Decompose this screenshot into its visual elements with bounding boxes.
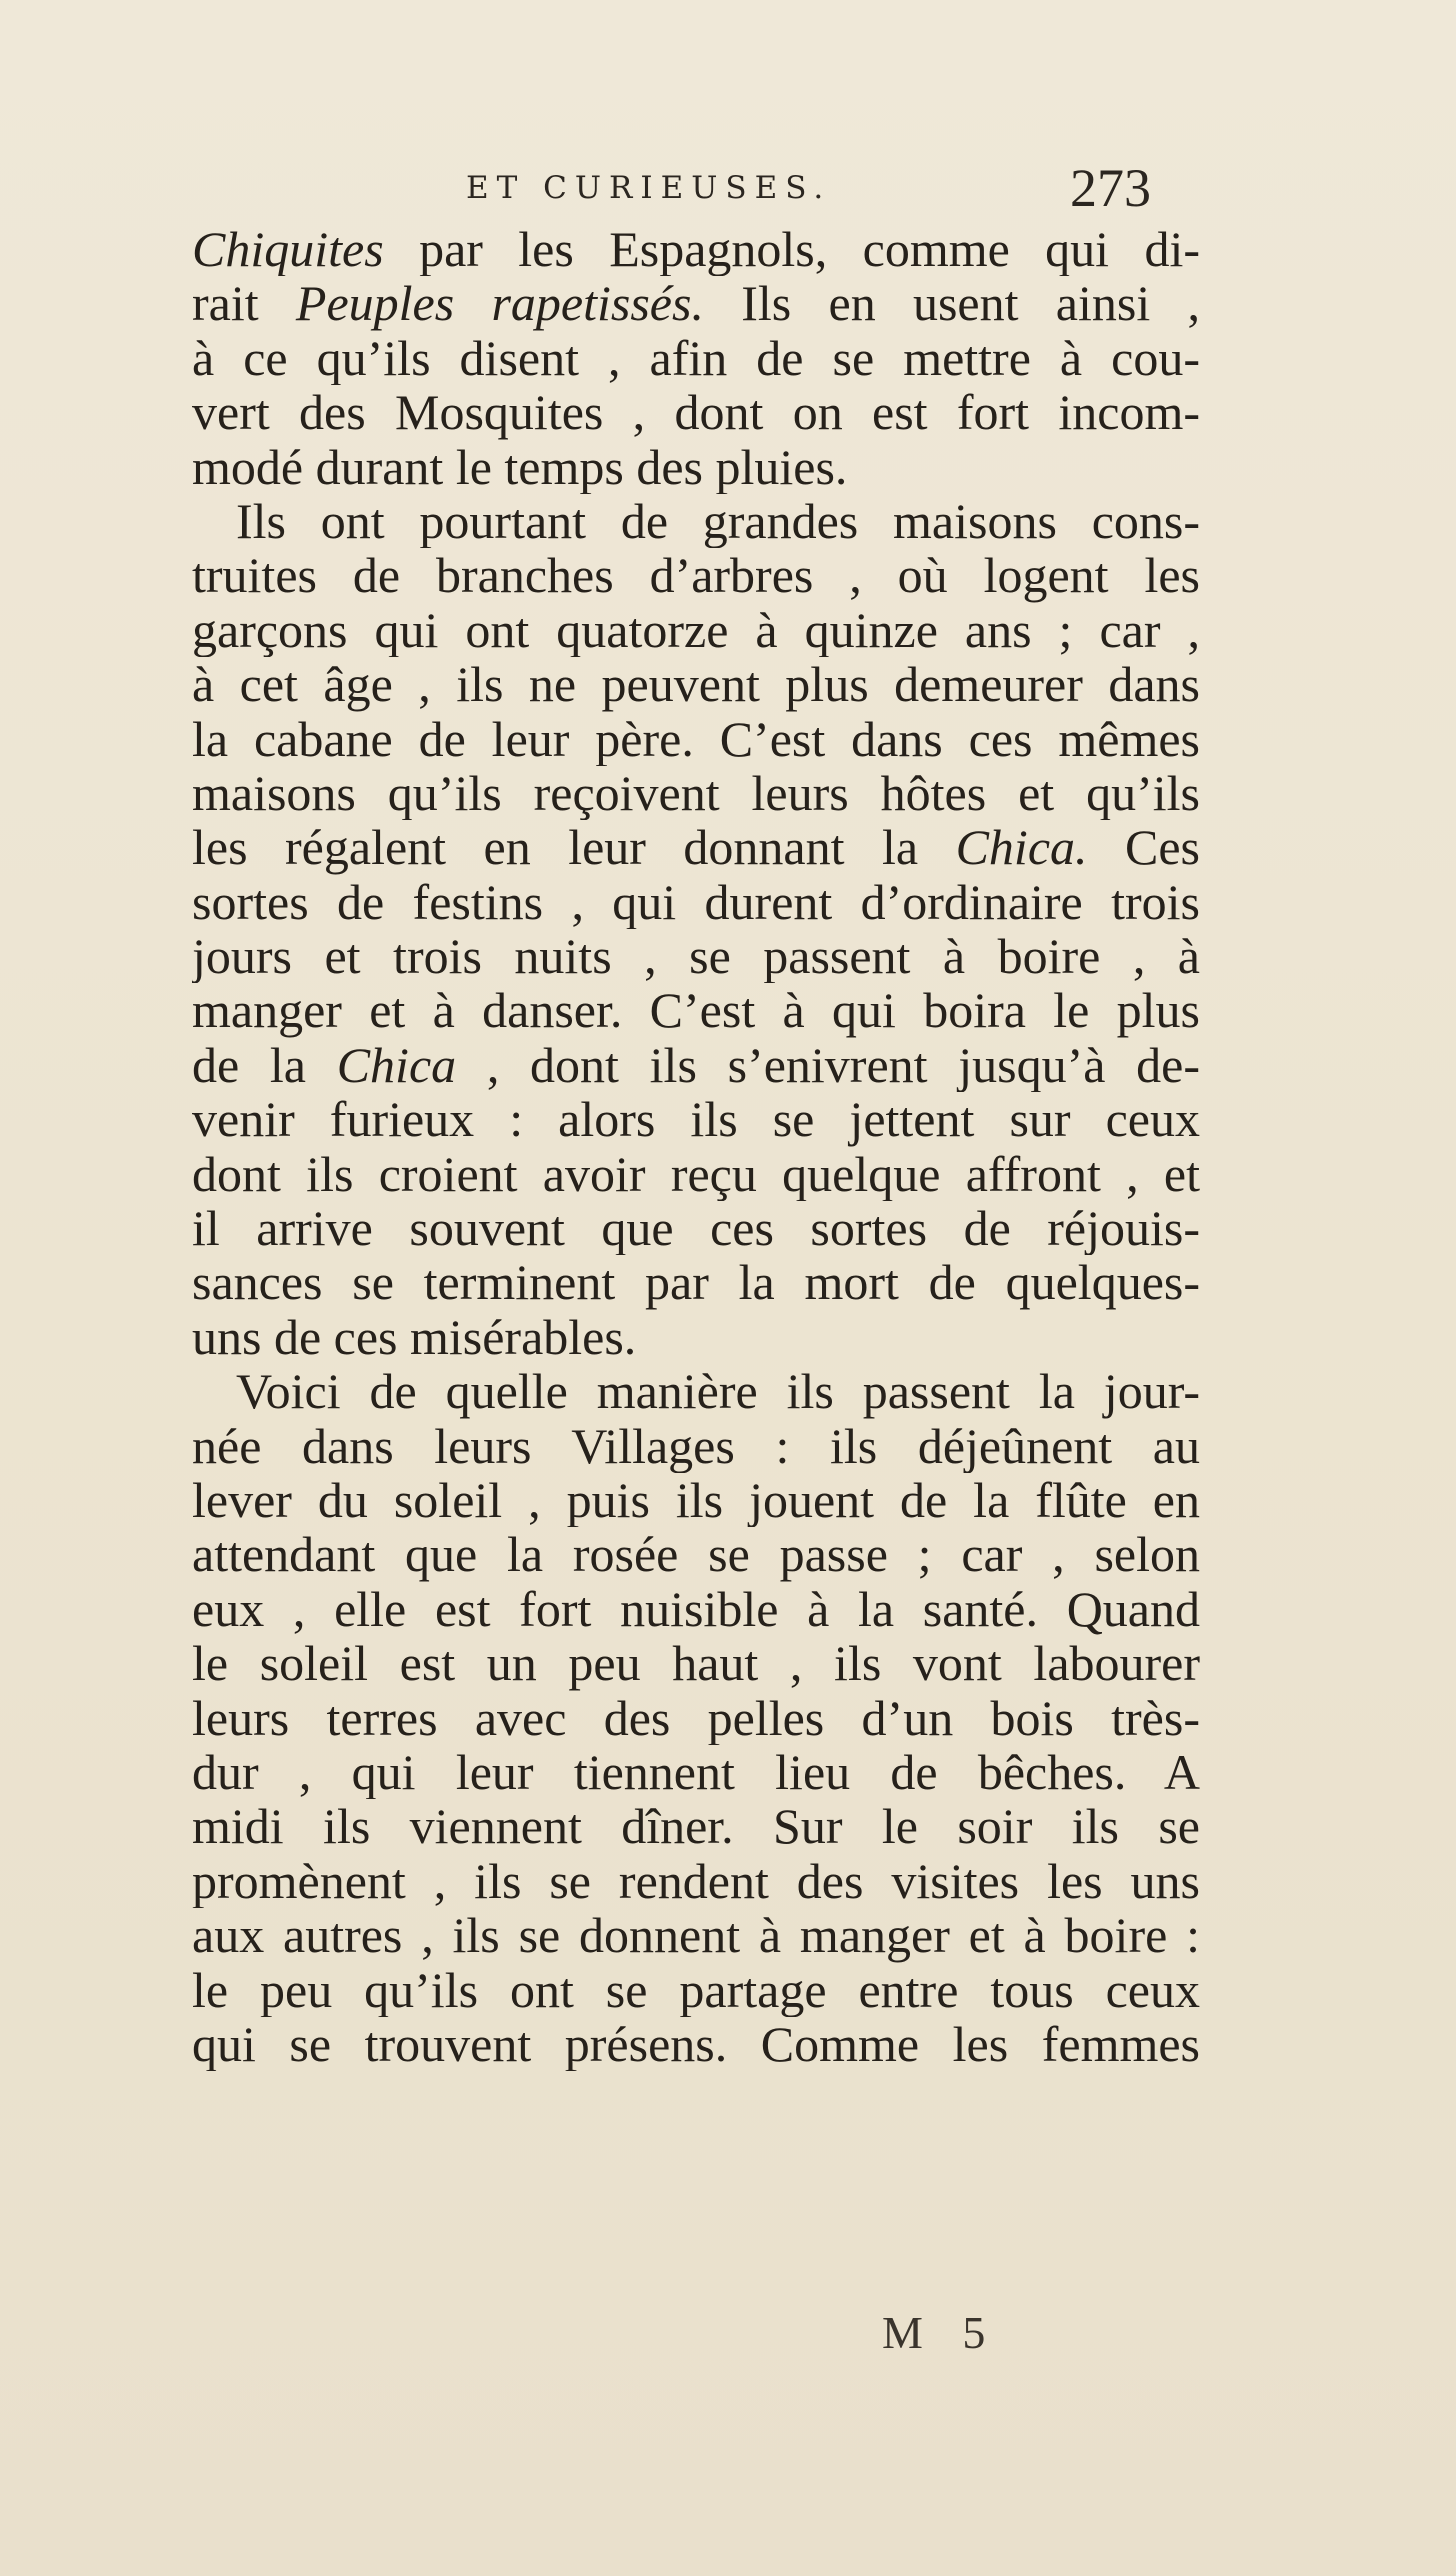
text-line: maisons qu’ils reçoivent leurs hôtes et qu’ils xyxy=(192,765,1200,821)
text-line: midi ils viennent dîner. Sur le soir ils se xyxy=(192,1799,1200,1854)
text-line: aux autres , ils se donnent à manger et à boire : xyxy=(192,1908,1200,1963)
text-line: sortes de festins , qui durent d’ordinaire trois xyxy=(192,874,1200,930)
text-line: sances se terminent par la mort de quelques- xyxy=(192,1255,1200,1310)
text-line: eux , elle est fort nuisible à la santé. Quand xyxy=(192,1581,1200,1637)
text-line: née dans leurs Villages : ils déjeûnent au xyxy=(192,1418,1200,1473)
text-line: manger et à danser. C’est à qui boira le plus xyxy=(192,983,1200,1038)
text-line: à ce qu’ils disent , afin de se mettre à cou- xyxy=(192,330,1200,386)
text-line: truites de branches d’arbres , où logent les xyxy=(192,548,1200,603)
text-line: Voici de quelle manière ils passent la jour- xyxy=(236,1364,1200,1419)
text-line: la cabane de leur père. C’est dans ces mêmes xyxy=(192,711,1200,766)
running-title: ET CURIEUSES. xyxy=(466,170,832,206)
text-line: promènent , ils se rendent des visites les uns xyxy=(192,1853,1200,1909)
text-line: leurs terres avec des pelles d’un bois très- xyxy=(192,1690,1200,1745)
text-line: venir furieux : alors ils se jettent sur ceux xyxy=(192,1092,1200,1147)
text-line: Chiquites par les Espagnols, comme qui di- xyxy=(192,222,1200,277)
text-line: à cet âge , ils ne peuvent plus demeurer dans xyxy=(192,657,1200,712)
text-line: jours et trois nuits , se passent à boire , à xyxy=(192,929,1200,984)
text-line: dont ils croient avoir reçu quelque affront , et xyxy=(192,1146,1200,1202)
text-line: vert des Mosquites , dont on est fort incom- xyxy=(192,385,1200,440)
text-line: Ils ont pourtant de grandes maisons cons- xyxy=(236,493,1200,549)
text-line: dur , qui leur tiennent lieu de bêches. A xyxy=(192,1744,1200,1800)
text-line: les régalent en leur donnant la Chica. Ces xyxy=(192,820,1200,875)
text-line: modé durant le temps des pluies. xyxy=(192,439,848,494)
text-line: le soleil est un peu haut , ils vont labourer xyxy=(192,1636,1200,1691)
page-number: 273 xyxy=(1070,158,1151,218)
body-text xyxy=(192,222,1200,2071)
text-line: lever du soleil , puis ils jouent de la flûte en xyxy=(192,1472,1200,1528)
text-line: garçons qui ont quatorze à quinze ans ; car , xyxy=(192,602,1200,658)
text-line: uns de ces misérables. xyxy=(192,1309,637,1365)
text-line: le peu qu’ils ont se partage entre tous ceux xyxy=(192,1962,1200,2017)
text-line: rait Peuples rapetissés. Ils en usent ainsi , xyxy=(192,276,1200,331)
signature-mark: M 5 xyxy=(882,2307,1000,2358)
text-line: de la Chica , dont ils s’enivrent jusqu’à de- xyxy=(192,1037,1200,1093)
text-line: il arrive souvent que ces sortes de réjouis- xyxy=(192,1201,1200,1256)
text-line: qui se trouvent présens. Comme les femmes xyxy=(192,2016,1200,2072)
text-line: attendant que la rosée se passe ; car , selon xyxy=(192,1527,1200,1582)
